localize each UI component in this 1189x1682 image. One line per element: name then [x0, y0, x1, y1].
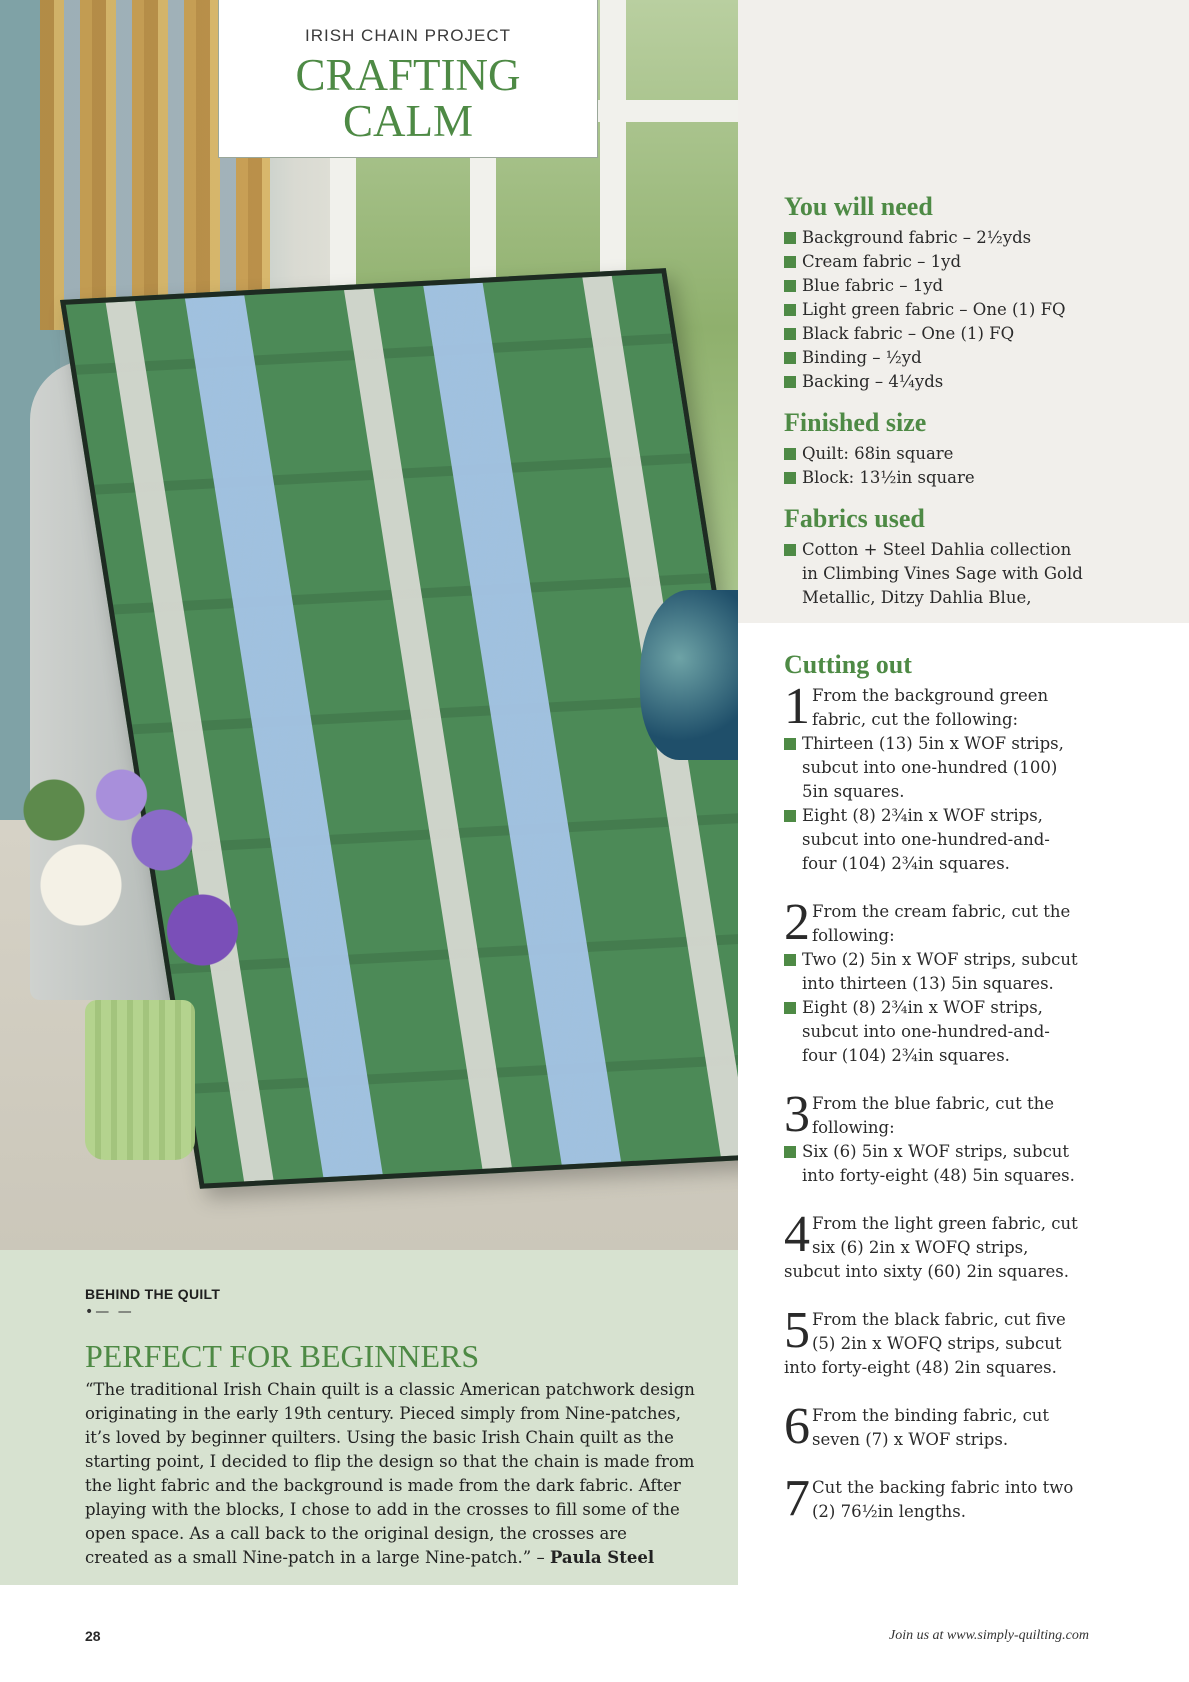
step-number: 1	[784, 678, 810, 735]
bullet-square-icon	[784, 352, 796, 364]
list-item-text: Two (2) 5in x WOF strips, subcut into thirteen (13) 5in squares.	[802, 950, 1078, 993]
list-item	[784, 732, 1084, 804]
list-item	[784, 996, 1084, 1068]
fabrics-used-heading: Fabrics used	[784, 504, 925, 533]
step-list	[784, 1140, 1084, 1188]
behind-the-quilt-panel	[0, 1250, 738, 1585]
step-number: 4	[784, 1206, 810, 1263]
list-item-text: Blue fabric – 1yd	[802, 276, 944, 295]
cutting-step	[784, 1398, 1084, 1455]
panel-title: PERFECT FOR BEGINNERS	[85, 1338, 480, 1374]
list-item-text: Block: 13½in square	[802, 468, 975, 487]
cutting-step	[784, 1086, 1084, 1188]
flowers	[0, 720, 270, 1020]
list-item-text: Six (6) 5in x WOF strips, subcut into forty-eight (48) 5in squares.	[802, 1142, 1075, 1185]
list-item-text: Cream fabric – 1yd	[802, 252, 962, 271]
list-item	[784, 1140, 1084, 1188]
finished-size-section	[784, 408, 1164, 490]
bullet-square-icon	[784, 1146, 796, 1158]
materials-list	[784, 226, 1164, 394]
vase	[640, 590, 738, 760]
bullet-square-icon	[784, 328, 796, 340]
step-number: 3	[784, 1086, 810, 1143]
list-item	[784, 466, 1164, 490]
finished-size-heading: Finished size	[784, 408, 927, 437]
bullet-square-icon	[784, 304, 796, 316]
step-text: From the background green fabric, cut the following:	[812, 686, 1049, 729]
you-will-need-section	[784, 192, 1164, 394]
quote-text: “The traditional Irish Chain quilt is a classic American patchwork design originating in the early 19th century. Pieced simply from Nine-patches, it’s loved by beginner quilters. Using the basic Irish Chain quilt as the starting point, I decided to flip the design so that the chain is made from the light fabric and the background is made from the dark fabric. After playing with the blocks, I chose to add in the crosses to fill some of the open space. As a call back to the original design, the crosses are created as a small Nine-patch in a large Nine-patch.” –	[85, 1380, 695, 1567]
bullet-square-icon	[784, 810, 796, 822]
step-number: 6	[784, 1398, 810, 1455]
list-item-text: Background fabric – 2½yds	[802, 228, 1032, 247]
cutting-step	[784, 1206, 1084, 1284]
step-list	[784, 948, 1084, 1068]
bullet-square-icon	[784, 738, 796, 750]
list-item	[784, 948, 1084, 996]
quilt-photo	[0, 0, 738, 1250]
fabrics-used-section	[784, 504, 1084, 610]
bullet-square-icon	[784, 1002, 796, 1014]
list-item-text: Binding – ½yd	[802, 348, 922, 367]
cutting-out-heading: Cutting out	[784, 650, 912, 679]
list-item-text: Cotton + Steel Dahlia collection in Climbing Vines Sage with Gold Metallic, Ditzy Dahlia Blue,	[802, 540, 1083, 607]
step-text: From the light green fabric, cut six (6) 2in x WOFQ strips, subcut into sixty (60) 2in squares.	[784, 1214, 1078, 1281]
bullet-square-icon	[784, 376, 796, 388]
list-item	[784, 322, 1164, 346]
you-will-need-heading: You will need	[784, 192, 933, 221]
page-title-line: CALM	[342, 96, 473, 146]
arrow-icon: •— —	[85, 1304, 134, 1320]
list-item	[784, 804, 1084, 876]
cutting-step	[784, 678, 1084, 876]
list-item-text: Eight (8) 2¾in x WOF strips, subcut into one-hundred-and-four (104) 2¾in squares.	[802, 998, 1050, 1065]
step-text: Cut the backing fabric into two (2) 76½in lengths.	[812, 1478, 1074, 1521]
list-item	[784, 370, 1164, 394]
project-kicker: IRISH CHAIN PROJECT	[304, 26, 512, 45]
bullet-square-icon	[784, 472, 796, 484]
list-item	[784, 226, 1164, 250]
cutting-out-section	[784, 650, 1084, 1548]
page-title	[219, 52, 597, 144]
step-number: 5	[784, 1302, 810, 1359]
step-text: From the blue fabric, cut the following:	[812, 1094, 1055, 1137]
list-item-text: Black fabric – One (1) FQ	[802, 324, 1015, 343]
bullet-square-icon	[784, 954, 796, 966]
list-item-text: Backing – 4¼yds	[802, 372, 944, 391]
list-item	[784, 538, 1084, 610]
bullet-square-icon	[784, 448, 796, 460]
cutting-step	[784, 894, 1084, 1068]
page-title-line: CRAFTING	[295, 50, 521, 100]
title-box	[218, 0, 598, 158]
page-number: 28	[85, 1628, 101, 1644]
list-item-text: Quilt: 68in square	[802, 444, 954, 463]
fabrics-used-list	[784, 538, 1084, 610]
step-number: 7	[784, 1470, 810, 1527]
quote-author: Paula Steel	[549, 1548, 655, 1567]
step-text: From the cream fabric, cut the following:	[812, 902, 1071, 945]
green-jug	[85, 1000, 195, 1160]
list-item-text: Thirteen (13) 5in x WOF strips, subcut into one-hundred (100) 5in squares.	[802, 734, 1064, 801]
step-text: From the binding fabric, cut seven (7) x WOF strips.	[812, 1406, 1050, 1449]
finished-size-list	[784, 442, 1164, 490]
bullet-square-icon	[784, 256, 796, 268]
step-text: From the black fabric, cut five (5) 2in x WOFQ strips, subcut into forty-eight (48) 2in squares.	[784, 1310, 1066, 1377]
list-item	[784, 250, 1164, 274]
list-item	[784, 298, 1164, 322]
bullet-square-icon	[784, 544, 796, 556]
bullet-square-icon	[784, 280, 796, 292]
footer-url: Join us at www.simply-quilting.com	[888, 1628, 1089, 1643]
list-item-text: Light green fabric – One (1) FQ	[802, 300, 1066, 319]
list-item-text: Eight (8) 2¾in x WOF strips, subcut into one-hundred-and-four (104) 2¾in squares.	[802, 806, 1050, 873]
cutting-step	[784, 1302, 1084, 1380]
step-number: 2	[784, 894, 810, 951]
panel-body	[85, 1378, 695, 1570]
bullet-square-icon	[784, 232, 796, 244]
list-item	[784, 274, 1164, 298]
step-list	[784, 732, 1084, 876]
section-label: BEHIND THE QUILT	[85, 1286, 221, 1302]
cutting-step	[784, 1470, 1084, 1527]
list-item	[784, 442, 1164, 466]
list-item	[784, 346, 1164, 370]
